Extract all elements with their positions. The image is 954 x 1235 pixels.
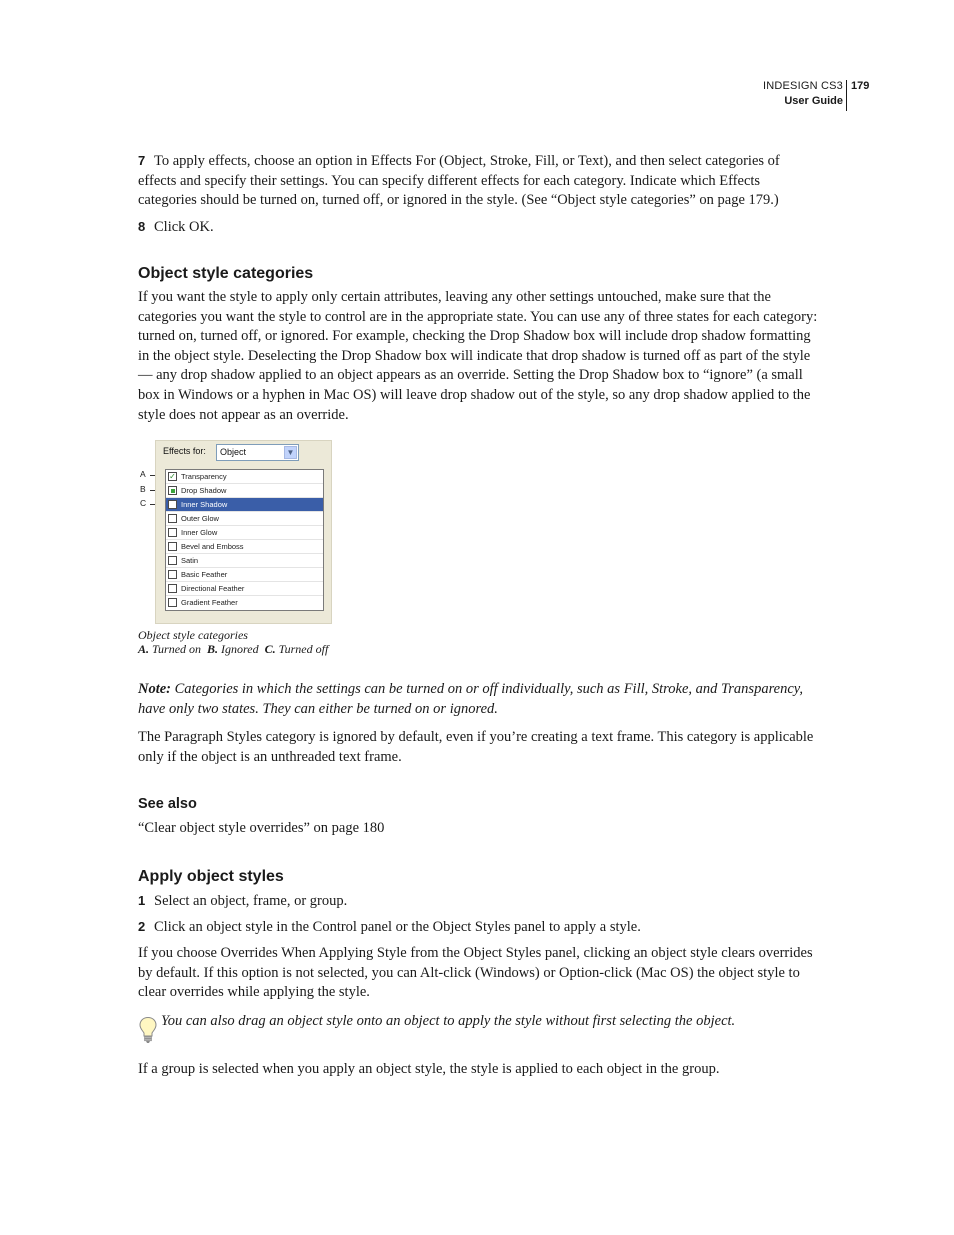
note-label: Note: [138, 681, 172, 697]
checkbox-ignored-icon[interactable] [168, 486, 177, 495]
section1-body: If you want the style to apply only certain attributes, leaving any other settings untouched, make sure that the categories you want the style to control are in the appropriate state. You can use any of three states for each category: turned on, turned off, or ignored. For example, checking the Drop Shadow box will include drop shadow formatting in the object style. Deselecting the Drop Shadow box will indicate that drop shadow is turned off as part of the style — any drop shadow applied to an object appears as an override. Setting the Drop Shadow box to “ignore” (a small box in Windows or a hyphen in Mac OS) will leave drop shadow out of the style, so any drop shadow applied to the style does not appear as an override. [138, 289, 818, 423]
effect-item-satin[interactable] [166, 554, 323, 568]
effect-item-label: Bevel and Emboss [181, 542, 244, 551]
callout-letter: C [140, 498, 147, 508]
checkbox-unchecked-icon[interactable] [168, 528, 177, 537]
caption-a-text: Turned on [152, 642, 202, 656]
caption-c-text: Turned off [278, 642, 329, 656]
effect-item-transparency[interactable] [166, 470, 323, 484]
effect-item-outer-glow[interactable] [166, 512, 323, 526]
step-number: 8 [138, 219, 146, 234]
chevron-down-icon[interactable]: ▼ [284, 446, 297, 459]
effect-item-label: Basic Feather [181, 570, 228, 579]
checkbox-unchecked-icon[interactable] [168, 514, 177, 523]
effects-for-label: Effects for: [163, 446, 206, 456]
effect-item-label: Drop Shadow [181, 486, 227, 495]
caption-b-text: Ignored [221, 642, 259, 656]
step-text: To apply effects, choose an option in Effects For (Object, Stroke, Fill, or Text), and then select categories of effects and specify their settings. You can specify different effects for each category. Indicate which Effects categories should be turned on, turned off, or ignored in the style. (See “Object style categories” on page 179.) [138, 153, 780, 209]
figure-caption-title: Object style categories [138, 628, 248, 642]
effect-item-bevel-and-emboss[interactable] [166, 540, 323, 554]
callout-letter: B [140, 484, 146, 494]
step-8 [138, 217, 818, 238]
effects-category-list [165, 469, 324, 611]
effect-item-inner-shadow[interactable] [166, 498, 323, 512]
final-paragraph: If a group is selected when you apply an object style, the style is applied to each object in the group. [138, 1061, 720, 1077]
checkbox-checked-icon[interactable]: ✓ [169, 472, 176, 481]
section-heading-object-style-categories: Object style categories [138, 265, 314, 282]
effect-item-label: Directional Feather [181, 584, 245, 593]
step-number: 1 [138, 893, 146, 908]
effect-item-label: Outer Glow [181, 514, 219, 523]
callout-letter: A [140, 469, 146, 479]
checkbox-unchecked-icon[interactable] [168, 556, 177, 565]
section2-body: If you choose Overrides When Applying Style from the Object Styles panel, clicking an object style clears overrides by default. If this option is not selected, you can Alt-click (Windows) or Option-click (Mac OS) the object style to clear overrides while applying the style. [138, 945, 813, 1001]
caption-a-letter: A. [138, 642, 150, 656]
step-7 [138, 151, 818, 211]
caption-b-letter: B. [207, 642, 219, 656]
checkbox-unchecked-icon[interactable] [168, 598, 177, 607]
caption-c-letter: C. [264, 642, 276, 656]
see-also-link[interactable]: “Clear object style overrides” on page 180 [138, 820, 385, 836]
effect-item-drop-shadow[interactable] [166, 484, 323, 498]
step-text: Click OK. [154, 219, 214, 235]
note-text: Categories in which the settings can be turned on or off individually, such as Fill, Stroke, and Transparency, have only two states. They can either be turned on or ignored. [138, 681, 804, 717]
step-1 [138, 891, 818, 912]
step-text: Select an object, frame, or group. [154, 893, 348, 909]
effect-item-basic-feather[interactable] [166, 568, 323, 582]
header-rule [846, 80, 847, 111]
effect-item-label: Inner Glow [181, 528, 218, 537]
note [138, 680, 818, 719]
effects-for-select[interactable] [216, 444, 299, 461]
running-header [763, 79, 843, 109]
step-number: 2 [138, 919, 146, 934]
page-number: 179 [851, 80, 870, 92]
figure-caption-legend [138, 642, 328, 656]
effect-item-label: Gradient Feather [181, 598, 238, 607]
section-heading-apply-object-styles: Apply object styles [138, 868, 284, 885]
tip-text: You can also drag an object style onto an object to apply the style without first selecting the object. [161, 1013, 736, 1029]
header-guide: User Guide [784, 95, 843, 107]
effect-item-label: Transparency [181, 472, 227, 481]
effect-item-directional-feather[interactable] [166, 582, 323, 596]
checkbox-unchecked-icon[interactable] [168, 584, 177, 593]
effects-for-value: Object [220, 447, 247, 457]
checkbox-unchecked-icon[interactable] [168, 542, 177, 551]
effect-item-label: Inner Shadow [181, 500, 228, 509]
see-also-heading: See also [138, 796, 197, 812]
checkbox-unchecked-icon[interactable] [168, 570, 177, 579]
step-number: 7 [138, 153, 146, 168]
checkbox-unchecked-icon[interactable] [168, 500, 177, 509]
effect-item-gradient-feather[interactable] [166, 596, 323, 610]
step-text: Click an object style in the Control panel or the Object Styles panel to apply a style. [154, 919, 641, 935]
effects-panel [155, 440, 332, 624]
header-product: INDESIGN CS3 [762, 80, 843, 92]
step-2 [138, 917, 818, 938]
effect-item-inner-glow[interactable] [166, 526, 323, 540]
effect-item-label: Satin [181, 556, 199, 565]
paragraph-styles-note: The Paragraph Styles category is ignored by default, even if you’re creating a text frame. This category is applicable only if the object is an unthreaded text frame. [138, 729, 814, 765]
lightbulb-tip-icon [138, 1016, 158, 1044]
